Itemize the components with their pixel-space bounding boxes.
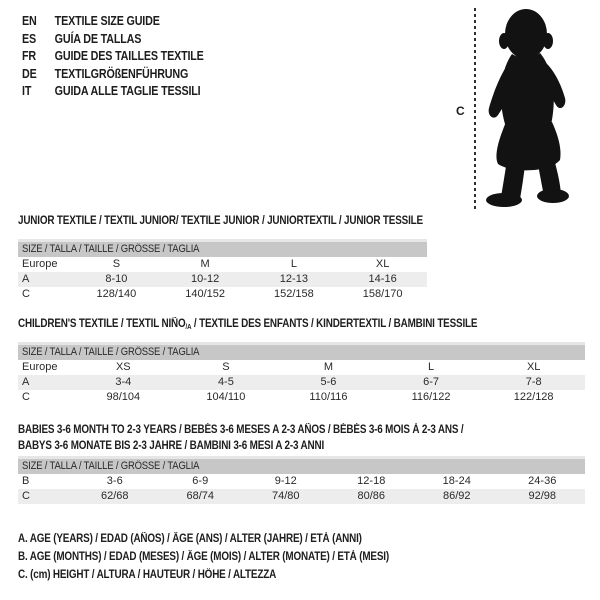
size-value: L bbox=[290, 258, 297, 270]
size-value: M bbox=[200, 258, 210, 270]
footnote-text: A. AGE (YEARS) / EDAD (AÑOS) / ÂGE (ANS) / ALTER (JAHRE) / ETÀ (ANNI) bbox=[18, 533, 362, 545]
row-label: Europe bbox=[22, 258, 58, 270]
size-value: 18-24 bbox=[442, 475, 471, 487]
row-label: A bbox=[22, 376, 30, 388]
baby-silhouette-icon bbox=[479, 7, 580, 210]
section-title-junior bbox=[18, 215, 489, 227]
size-value: 116/122 bbox=[411, 391, 451, 403]
size-value: S bbox=[222, 361, 230, 373]
table-row bbox=[18, 390, 585, 405]
size-value: 62/68 bbox=[100, 490, 129, 502]
size-value: 6-9 bbox=[192, 475, 209, 487]
footnote-c bbox=[18, 566, 449, 584]
guide-title-es: GUÍA DE TALLAS bbox=[54, 31, 142, 46]
size-value: 9-12 bbox=[274, 475, 297, 487]
language-code: DE bbox=[22, 66, 37, 81]
footnote-text: B. AGE (MONTHS) / EDAD (MESES) / ÂGE (MOIS) / ALTER (MONATE) / ETÀ (MESI) bbox=[18, 551, 389, 563]
size-value: L bbox=[428, 361, 435, 373]
size-value: 12-18 bbox=[357, 475, 386, 487]
height-figure bbox=[450, 0, 595, 215]
guide-title-de: TEXTILGRÖßENFÜHRUNG bbox=[54, 66, 189, 81]
size-value: 122/128 bbox=[513, 391, 554, 403]
size-value: XS bbox=[115, 361, 131, 373]
guide-title-fr: GUIDE DES TAILLES TEXTILE bbox=[54, 49, 204, 63]
section-title-text: JUNIOR TEXTILE / TEXTIL JUNIOR/ TEXTILE JUNIOR / JUNIORTEXTIL / JUNIOR TESSILE bbox=[18, 215, 423, 227]
language-code: FR bbox=[22, 49, 36, 63]
table-row bbox=[18, 360, 585, 375]
language-row-es bbox=[22, 31, 233, 49]
size-value: 4-5 bbox=[217, 376, 234, 388]
height-dashed-line bbox=[474, 8, 476, 210]
size-value: 152/158 bbox=[273, 288, 314, 300]
size-value: 3-6 bbox=[106, 475, 123, 487]
size-value: 68/74 bbox=[186, 490, 215, 502]
size-value: 92/98 bbox=[528, 490, 557, 502]
section-title-line2: BABYS 3-6 MONATE BIS 2-3 JAHRE / BAMBINI 3-6 MESI A 2-3 ANNI bbox=[18, 440, 325, 452]
table-row bbox=[18, 272, 427, 287]
footnotes bbox=[18, 530, 449, 584]
size-value: M bbox=[323, 361, 334, 373]
language-code: EN bbox=[22, 14, 37, 28]
size-value: 98/104 bbox=[106, 391, 141, 403]
language-row-de bbox=[22, 66, 233, 84]
row-label: C bbox=[22, 391, 30, 403]
table-row bbox=[18, 489, 585, 504]
size-value: 5-6 bbox=[320, 376, 337, 388]
size-value: S bbox=[112, 258, 121, 270]
size-value: 14-16 bbox=[368, 273, 397, 285]
section-title-children bbox=[18, 318, 552, 331]
table-header bbox=[18, 345, 585, 360]
language-row-it bbox=[22, 83, 233, 101]
size-value: 6-7 bbox=[423, 376, 440, 388]
size-value: XL bbox=[375, 258, 390, 270]
section-title-text bbox=[18, 318, 477, 331]
size-value: 12-13 bbox=[279, 273, 308, 285]
table-header-text: SIZE / TALLA / TAILLE / GRÖSSE / TAGLIA bbox=[22, 243, 200, 255]
babies-size-table bbox=[18, 456, 585, 504]
language-code: ES bbox=[22, 31, 37, 46]
table-row bbox=[18, 257, 427, 272]
footnote-b bbox=[18, 548, 449, 566]
guide-title-en: TEXTILE SIZE GUIDE bbox=[54, 14, 160, 28]
children-size-table bbox=[18, 342, 585, 405]
section-title-babies bbox=[18, 422, 536, 454]
section-title-line1: BABIES 3-6 MONTH TO 2-3 YEARS / BEBÉS 3-6 MESES A 2-3 AÑOS / BÉBÉS 3-6 MOIS À 2-3 ANS / bbox=[18, 424, 464, 436]
footnote-a bbox=[18, 530, 449, 548]
title-post: / TEXTILE DES ENFANTS / KINDERTEXTIL / BAMBINI TESSILE bbox=[191, 318, 478, 330]
size-value: 8-10 bbox=[105, 273, 128, 285]
footnote-text: C. (cm) HEIGHT / ALTURA / HAUTEUR / HÖHE / ALTEZZA bbox=[18, 569, 277, 581]
title-pre: CHILDREN'S TEXTILE / TEXTIL NIÑO bbox=[18, 318, 186, 330]
junior-size-table bbox=[18, 239, 427, 302]
size-value: 10-12 bbox=[191, 273, 220, 285]
table-header bbox=[18, 459, 585, 474]
height-c-label: C bbox=[456, 104, 465, 118]
table-row bbox=[18, 287, 427, 302]
table-row bbox=[18, 474, 585, 489]
table-header-text: SIZE / TALLA / TAILLE / GRÖSSE / TAGLIA bbox=[22, 346, 200, 358]
row-label: A bbox=[22, 273, 30, 285]
size-value: 110/116 bbox=[309, 391, 348, 403]
table-header-text: SIZE / TALLA / TAILLE / GRÖSSE / TAGLIA bbox=[22, 460, 200, 472]
size-value: 158/170 bbox=[362, 288, 403, 300]
size-value: 140/152 bbox=[185, 288, 225, 300]
size-value: 80/86 bbox=[357, 490, 386, 502]
title-subscript: /A bbox=[185, 323, 192, 331]
table-header bbox=[18, 242, 427, 257]
size-value: 24-36 bbox=[528, 475, 557, 487]
size-value: 7-8 bbox=[525, 376, 542, 388]
size-value: 128/140 bbox=[96, 288, 137, 300]
language-row-fr bbox=[22, 48, 233, 66]
language-list bbox=[22, 13, 233, 101]
language-row-en bbox=[22, 13, 233, 31]
row-label: Europe bbox=[22, 361, 58, 373]
table-row bbox=[18, 375, 585, 390]
size-value: XL bbox=[526, 361, 541, 373]
size-value: 86/92 bbox=[442, 490, 471, 502]
size-value: 3-4 bbox=[115, 376, 132, 388]
row-label: C bbox=[22, 288, 30, 300]
language-code: IT bbox=[22, 84, 32, 98]
row-label: C bbox=[22, 490, 30, 502]
size-value: 104/110 bbox=[206, 391, 246, 403]
guide-title-it: GUIDA ALLE TAGLIE TESSILI bbox=[54, 84, 201, 98]
row-label: B bbox=[22, 475, 30, 487]
size-value: 74/80 bbox=[271, 490, 300, 502]
